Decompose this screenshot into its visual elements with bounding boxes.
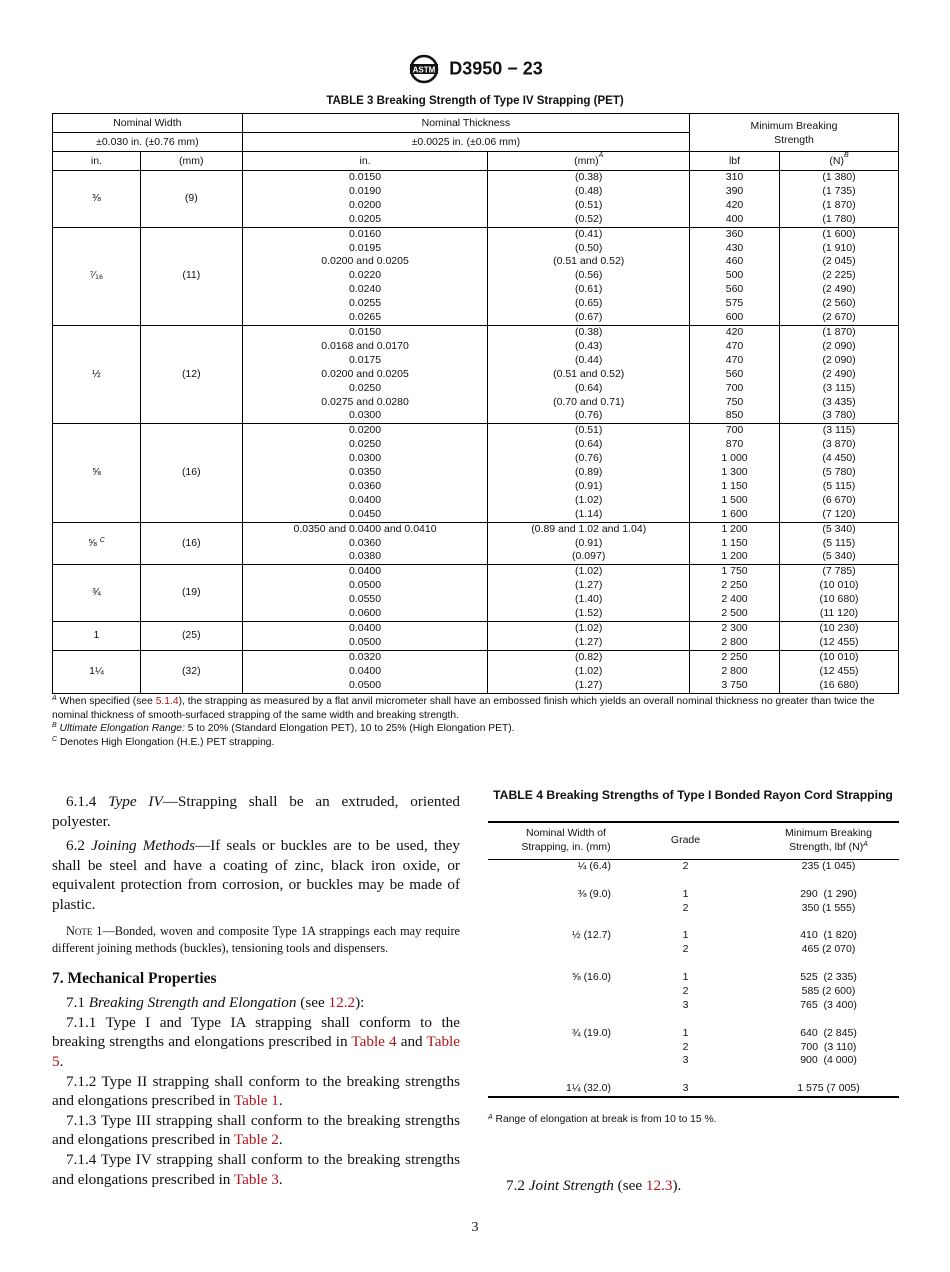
- lbf-cell: 400: [690, 213, 780, 227]
- thickness-mm-cell: (1.02): [488, 494, 690, 508]
- spacer-row: [488, 874, 899, 888]
- width-cell: ¾ (19.0): [571, 1026, 611, 1039]
- thickness-mm-cell: (0.56): [488, 269, 690, 283]
- newton-cell: (5 340): [780, 522, 899, 536]
- thickness-mm-cell: (0.51): [488, 424, 690, 438]
- link-table-5[interactable]: Table 5: [52, 1033, 461, 1070]
- newton-cell: (5 780): [780, 466, 899, 480]
- link-table-4[interactable]: Table 4: [351, 1033, 397, 1051]
- link-table-1[interactable]: Table 1: [233, 1092, 279, 1110]
- thickness-in-cell: 0.0168 and 0.0170: [242, 340, 488, 354]
- thickness-in-cell: 0.0360: [242, 480, 488, 494]
- width-mm-cell: (25): [140, 622, 242, 651]
- lbf-cell: 560: [690, 283, 780, 297]
- para-6-2: 6.2 Joining Methods—If seals or buckles are to be used, they shall be steel and have a coating of zinc, black iron oxide, or equivalent protection from corrosion, or buckles may be made of plastic.: [52, 837, 461, 913]
- strength-cell: 235 (1 045): [801, 859, 856, 872]
- table4-title: TABLE 4 Breaking Strengths of Type I Bonded Rayon Cord Strapping: [493, 788, 893, 802]
- thickness-mm-cell: (0.70 and 0.71): [488, 396, 690, 410]
- lbf-cell: 2 500: [690, 607, 780, 621]
- lbf-cell: 750: [690, 396, 780, 410]
- thickness-in-cell: 0.0500: [242, 679, 488, 693]
- lbf-cell: 575: [690, 297, 780, 311]
- lbf-cell: 2 800: [690, 665, 780, 679]
- width-in-cell: 1¼: [53, 650, 141, 693]
- thickness-mm-cell: (1.27): [488, 679, 690, 693]
- width-mm-cell: (32): [140, 650, 242, 693]
- table3-row: [53, 227, 899, 241]
- thickness-mm-cell: (0.44): [488, 354, 690, 368]
- newton-cell: (1 735): [780, 185, 899, 199]
- thickness-in-cell: 0.0360: [242, 537, 488, 551]
- thickness-mm-cell: (1.40): [488, 593, 690, 607]
- thickness-in-cell: 0.0350: [242, 466, 488, 480]
- lbf-cell: 560: [690, 368, 780, 382]
- lbf-cell: 360: [690, 227, 780, 241]
- width-mm-cell: (19): [140, 565, 242, 622]
- width-cell: 1¼ (32.0): [566, 1082, 611, 1095]
- th-width-tolerance: ±0.030 in. (±0.76 mm): [53, 133, 243, 152]
- thickness-in-cell: 0.0300: [242, 409, 488, 423]
- thickness-mm-cell: (0.61): [488, 283, 690, 297]
- spacer-row: [488, 957, 899, 971]
- thickness-mm-cell: (0.38): [488, 325, 690, 339]
- strength-cell: 765 (3 400): [800, 998, 857, 1011]
- thickness-in-cell: 0.0500: [242, 636, 488, 650]
- newton-cell: (1 780): [780, 213, 899, 227]
- width-mm-cell: (11): [140, 227, 242, 325]
- strength-cell: 410 (1 820): [800, 929, 857, 942]
- newton-cell: (7 120): [780, 508, 899, 522]
- width-in-cell: ⅝: [53, 424, 141, 522]
- lbf-cell: 1 000: [690, 452, 780, 466]
- thickness-mm-cell: (1.14): [488, 508, 690, 522]
- thickness-mm-cell: (0.64): [488, 438, 690, 452]
- lbf-cell: 850: [690, 409, 780, 423]
- table4-row: [488, 943, 899, 957]
- para-7-1-1: 7.1.1 Type I and Type IA strapping shall conform to the breaking strengths and elongations prescribed in Table 4 and Table 5.: [52, 1013, 461, 1070]
- thickness-mm-cell: (0.51 and 0.52): [488, 255, 690, 269]
- thickness-in-cell: 0.0450: [242, 508, 488, 522]
- width-in-cell: 1: [53, 622, 141, 651]
- newton-cell: (3 115): [780, 382, 899, 396]
- width-mm-cell: (16): [140, 522, 242, 565]
- thickness-in-cell: 0.0200 and 0.0205: [242, 255, 488, 269]
- newton-cell: (1 910): [780, 242, 899, 256]
- lbf-cell: 600: [690, 311, 780, 325]
- lbf-cell: 500: [690, 269, 780, 283]
- thickness-mm-cell: (0.82): [488, 650, 690, 664]
- thickness-in-cell: 0.0195: [242, 242, 488, 256]
- strength-cell: 640 (2 845): [800, 1026, 857, 1039]
- lbf-cell: 2 250: [690, 650, 780, 664]
- newton-cell: (10 010): [780, 579, 899, 593]
- link-table-3[interactable]: Table 3: [233, 1170, 279, 1188]
- width-cell: ½ (12.7): [571, 929, 611, 942]
- thickness-mm-cell: (0.89 and 1.02 and 1.04): [488, 522, 690, 536]
- thickness-in-cell: 0.0150: [242, 171, 488, 185]
- th-thickness-tolerance: ±0.0025 in. (±0.06 mm): [242, 133, 689, 152]
- thickness-mm-cell: (0.64): [488, 382, 690, 396]
- thickness-in-cell: 0.0250: [242, 438, 488, 452]
- newton-cell: (2 045): [780, 255, 899, 269]
- thickness-in-cell: 0.0175: [242, 354, 488, 368]
- para-7-1-4: 7.1.4 Type IV strapping shall conform to the breaking strengths and elongations prescribed in Table 3.: [52, 1150, 460, 1188]
- newton-cell: (10 230): [780, 622, 899, 636]
- table3-footnote-b: $^B$ Ultimate Elongation Range: 5 to 20% (Standard Elongation PET), 10 to 25% (High Elongation PET).: [52, 722, 515, 734]
- grade-cell: 1: [682, 929, 689, 942]
- grade-cell: 1: [682, 971, 689, 984]
- table3-row: [53, 424, 899, 438]
- lbf-cell: 430: [690, 242, 780, 256]
- newton-cell: (5 340): [780, 550, 899, 564]
- width-cell: [488, 1041, 613, 1055]
- lbf-cell: 1 200: [690, 522, 780, 536]
- table3-row: [53, 325, 899, 339]
- width-in-cell: ½: [53, 325, 141, 423]
- th-thick-mm: (mm)$^A$: [488, 152, 690, 171]
- table4: [488, 821, 899, 1098]
- table3-footnote-c: $^C$ Denotes High Elongation (H.E.) PET strapping.: [52, 736, 275, 748]
- strength-cell: 525 (2 335): [800, 971, 857, 984]
- th-thick-in: in.: [242, 152, 488, 171]
- newton-cell: (1 600): [780, 227, 899, 241]
- thickness-mm-cell: (0.48): [488, 185, 690, 199]
- th-nominal-thickness: Nominal Thickness: [242, 114, 689, 133]
- width-cell: ¼ (6.4): [577, 859, 611, 872]
- width-cell: [488, 985, 613, 999]
- grade-cell: 2: [682, 859, 689, 872]
- thickness-mm-cell: (1.27): [488, 636, 690, 650]
- strength-cell: 465 (2 070): [801, 943, 856, 956]
- lbf-cell: 390: [690, 185, 780, 199]
- lbf-cell: 2 400: [690, 593, 780, 607]
- thickness-in-cell: 0.0300: [242, 452, 488, 466]
- thickness-mm-cell: (1.27): [488, 579, 690, 593]
- para-6-1-4: 6.1.4 Type IV—Strapping shall be an extruded, oriented polyester.: [52, 793, 461, 830]
- lbf-cell: 700: [690, 382, 780, 396]
- body-text-left: [52, 792, 460, 1189]
- width-in-cell: ⅜: [53, 171, 141, 228]
- newton-cell: (2 490): [780, 283, 899, 297]
- para-7-1-3: 7.1.3 Type III strapping shall conform to the breaking strengths and elongations prescribed in Table 2.: [52, 1111, 460, 1149]
- lbf-cell: 1 150: [690, 480, 780, 494]
- lbf-cell: 1 600: [690, 508, 780, 522]
- thickness-in-cell: 0.0150: [242, 325, 488, 339]
- newton-cell: (2 225): [780, 269, 899, 283]
- width-cell: ⅝ (16.0): [571, 971, 611, 984]
- para-7-2: 7.2 Joint Strength (see 12.3).: [506, 1177, 682, 1194]
- thickness-in-cell: 0.0320: [242, 650, 488, 664]
- thickness-in-cell: 0.0400: [242, 622, 488, 636]
- newton-cell: (10 680): [780, 593, 899, 607]
- table4-row: [488, 1027, 899, 1041]
- width-cell: [488, 1054, 613, 1068]
- newton-cell: (10 010): [780, 650, 899, 664]
- table4-footnote: $^A$ Range of elongation at break is from 10 to 15 %.: [488, 1114, 717, 1125]
- newton-cell: (12 455): [780, 665, 899, 679]
- designation: D3950 − 23: [449, 58, 543, 79]
- thickness-mm-cell: (1.02): [488, 622, 690, 636]
- table3-title: TABLE 3 Breaking Strength of Type IV Strapping (PET): [326, 95, 624, 107]
- newton-cell: (3 115): [780, 424, 899, 438]
- link-12-2[interactable]: 12.2: [328, 994, 356, 1012]
- table3-row: [53, 171, 899, 185]
- width-cell: ⅜ (9.0): [577, 887, 611, 900]
- thickness-mm-cell: (0.50): [488, 242, 690, 256]
- note-1: Note 1—Bonded, woven and composite Type 1A strappings each may require different joining methods (buckles), tensioning tools and dispensers.: [52, 923, 460, 955]
- width-cell: [488, 902, 613, 916]
- table4-row: [488, 929, 899, 943]
- th-width: Nominal Width of Strapping, in. (mm): [488, 822, 613, 859]
- page-number: 3: [471, 1220, 479, 1235]
- lbf-cell: 470: [690, 354, 780, 368]
- lbf-cell: 1 750: [690, 565, 780, 579]
- thickness-mm-cell: (0.67): [488, 311, 690, 325]
- document-header: [0, 54, 950, 84]
- th-n: $(N)^B$: [780, 152, 899, 171]
- thickness-in-cell: 0.0600: [242, 607, 488, 621]
- table3-row: [53, 622, 899, 636]
- th-lbf: lbf: [690, 152, 780, 171]
- newton-cell: (2 560): [780, 297, 899, 311]
- th-mm: (mm): [140, 152, 242, 171]
- thickness-mm-cell: (1.02): [488, 565, 690, 579]
- thickness-in-cell: 0.0160: [242, 227, 488, 241]
- width-cell: [488, 999, 613, 1013]
- thickness-in-cell: 0.0400: [242, 494, 488, 508]
- newton-cell: (6 670): [780, 494, 899, 508]
- width-mm-cell: (9): [140, 171, 242, 228]
- th-min-strength: Minimum Breaking Strength: [690, 114, 899, 152]
- thickness-mm-cell: (0.097): [488, 550, 690, 564]
- grade-cell: 2: [682, 984, 689, 997]
- thickness-mm-cell: (0.43): [488, 340, 690, 354]
- width-mm-cell: (16): [140, 424, 242, 522]
- astm-logo-icon: [407, 54, 441, 84]
- thickness-mm-cell: (1.02): [488, 665, 690, 679]
- lbf-cell: 420: [690, 199, 780, 213]
- table4-row: [488, 902, 899, 916]
- thickness-in-cell: 0.0255: [242, 297, 488, 311]
- thickness-in-cell: 0.0500: [242, 579, 488, 593]
- lbf-cell: 1 300: [690, 466, 780, 480]
- newton-cell: (2 490): [780, 368, 899, 382]
- table3-footnote-a: $^A$ When specified (see 5.1.4), the strapping as measured by a flat anvil micrometer shall have an embossed finish which yields an overall nominal thickness no greater than twice the nominal thickness of smooth-surfaced strapping of the same width and breaking strength.: [52, 695, 875, 721]
- strength-cell: 350 (1 555): [801, 901, 856, 914]
- thickness-in-cell: 0.0200: [242, 424, 488, 438]
- thickness-mm-cell: (0.51 and 0.52): [488, 368, 690, 382]
- lbf-cell: 1 500: [690, 494, 780, 508]
- thickness-mm-cell: (0.91): [488, 537, 690, 551]
- newton-cell: (1 870): [780, 325, 899, 339]
- spacer-row: [488, 915, 899, 929]
- strength-cell: 290 (1 290): [800, 887, 857, 900]
- width-in-cell: ⅝ $^C$: [53, 522, 141, 565]
- thickness-in-cell: 0.0205: [242, 213, 488, 227]
- lbf-cell: 2 800: [690, 636, 780, 650]
- table4-row: [488, 971, 899, 985]
- thickness-mm-cell: (0.89): [488, 466, 690, 480]
- table4-row: [488, 859, 899, 873]
- link-5-1-4[interactable]: 5.1.4: [155, 696, 179, 707]
- grade-cell: 1: [682, 887, 689, 900]
- width-cell: [488, 943, 613, 957]
- section-7-heading: 7. Mechanical Properties: [52, 969, 217, 987]
- newton-cell: (1 380): [780, 171, 899, 185]
- thickness-in-cell: 0.0265: [242, 311, 488, 325]
- newton-cell: (1 870): [780, 199, 899, 213]
- table3-row: [53, 522, 899, 536]
- thickness-in-cell: 0.0275 and 0.0280: [242, 396, 488, 410]
- newton-cell: (5 115): [780, 480, 899, 494]
- table3-row: [53, 565, 899, 579]
- thickness-mm-cell: (0.76): [488, 452, 690, 466]
- strength-cell: 900 (4 000): [800, 1054, 857, 1067]
- thickness-in-cell: 0.0350 and 0.0400 and 0.0410: [242, 522, 488, 536]
- table4-row: [488, 1054, 899, 1068]
- newton-cell: (12 455): [780, 636, 899, 650]
- newton-cell: (3 780): [780, 409, 899, 423]
- link-12-3[interactable]: 12.3: [645, 1177, 673, 1194]
- newton-cell: (11 120): [780, 607, 899, 621]
- th-nominal-width: Nominal Width: [53, 114, 243, 133]
- grade-cell: 2: [682, 1040, 689, 1053]
- lbf-cell: 470: [690, 340, 780, 354]
- lbf-cell: 1 200: [690, 550, 780, 564]
- thickness-mm-cell: (0.41): [488, 227, 690, 241]
- lbf-cell: 1 150: [690, 537, 780, 551]
- newton-cell: (3 435): [780, 396, 899, 410]
- newton-cell: (2 670): [780, 311, 899, 325]
- thickness-mm-cell: (1.52): [488, 607, 690, 621]
- th-in: in.: [53, 152, 141, 171]
- newton-cell: (16 680): [780, 679, 899, 693]
- thickness-mm-cell: (0.65): [488, 297, 690, 311]
- thickness-in-cell: 0.0200: [242, 199, 488, 213]
- strength-cell: 1 575 (7 005): [797, 1082, 860, 1095]
- lbf-cell: 2 250: [690, 579, 780, 593]
- grade-cell: 3: [682, 1082, 689, 1095]
- thickness-in-cell: 0.0400: [242, 565, 488, 579]
- table4-row: [488, 1041, 899, 1055]
- newton-cell: (3 870): [780, 438, 899, 452]
- th-grade: Grade: [613, 822, 758, 859]
- thickness-mm-cell: (0.52): [488, 213, 690, 227]
- lbf-cell: 2 300: [690, 622, 780, 636]
- spacer-row: [488, 1013, 899, 1027]
- thickness-in-cell: 0.0240: [242, 283, 488, 297]
- lbf-cell: 310: [690, 171, 780, 185]
- newton-cell: (2 090): [780, 354, 899, 368]
- table4-row: [488, 985, 899, 999]
- strength-cell: 700 (3 110): [800, 1040, 857, 1053]
- strength-cell: 585 (2 600): [801, 984, 856, 997]
- table3: [52, 113, 899, 694]
- lbf-cell: 420: [690, 325, 780, 339]
- grade-cell: 3: [682, 998, 689, 1011]
- thickness-in-cell: 0.0550: [242, 593, 488, 607]
- width-in-cell: ⁷⁄₁₆: [53, 227, 141, 325]
- thickness-in-cell: 0.0400: [242, 665, 488, 679]
- thickness-in-cell: 0.0200 and 0.0205: [242, 368, 488, 382]
- lbf-cell: 460: [690, 255, 780, 269]
- newton-cell: (2 090): [780, 340, 899, 354]
- table4-row: [488, 1082, 899, 1097]
- spacer-row: [488, 1068, 899, 1082]
- link-table-2[interactable]: Table 2: [233, 1131, 279, 1149]
- width-in-cell: ¾: [53, 565, 141, 622]
- para-7-1-2: 7.1.2 Type II strapping shall conform to the breaking strengths and elongations prescribed in Table 1.: [52, 1072, 460, 1110]
- table4-row: [488, 888, 899, 902]
- grade-cell: 2: [682, 943, 689, 956]
- table4-row: [488, 999, 899, 1013]
- lbf-cell: 700: [690, 424, 780, 438]
- newton-cell: (5 115): [780, 537, 899, 551]
- newton-cell: (4 450): [780, 452, 899, 466]
- thickness-in-cell: 0.0380: [242, 550, 488, 564]
- grade-cell: 3: [682, 1054, 689, 1067]
- th-strength: Minimum Breaking Strength, lbf $(N)^A$: [758, 822, 899, 859]
- width-mm-cell: (12): [140, 325, 242, 423]
- thickness-in-cell: 0.0220: [242, 269, 488, 283]
- thickness-mm-cell: (0.51): [488, 199, 690, 213]
- thickness-mm-cell: (0.91): [488, 480, 690, 494]
- grade-cell: 2: [682, 901, 689, 914]
- lbf-cell: 3 750: [690, 679, 780, 693]
- thickness-mm-cell: (0.76): [488, 409, 690, 423]
- thickness-in-cell: 0.0190: [242, 185, 488, 199]
- grade-cell: 1: [682, 1026, 689, 1039]
- newton-cell: (7 785): [780, 565, 899, 579]
- svg-text:ASTM: ASTM: [412, 65, 436, 75]
- thickness-in-cell: 0.0250: [242, 382, 488, 396]
- lbf-cell: 870: [690, 438, 780, 452]
- para-7-1: 7.1 Breaking Strength and Elongation (see 12.2):: [66, 994, 365, 1012]
- table3-row: [53, 650, 899, 664]
- thickness-mm-cell: (0.38): [488, 171, 690, 185]
